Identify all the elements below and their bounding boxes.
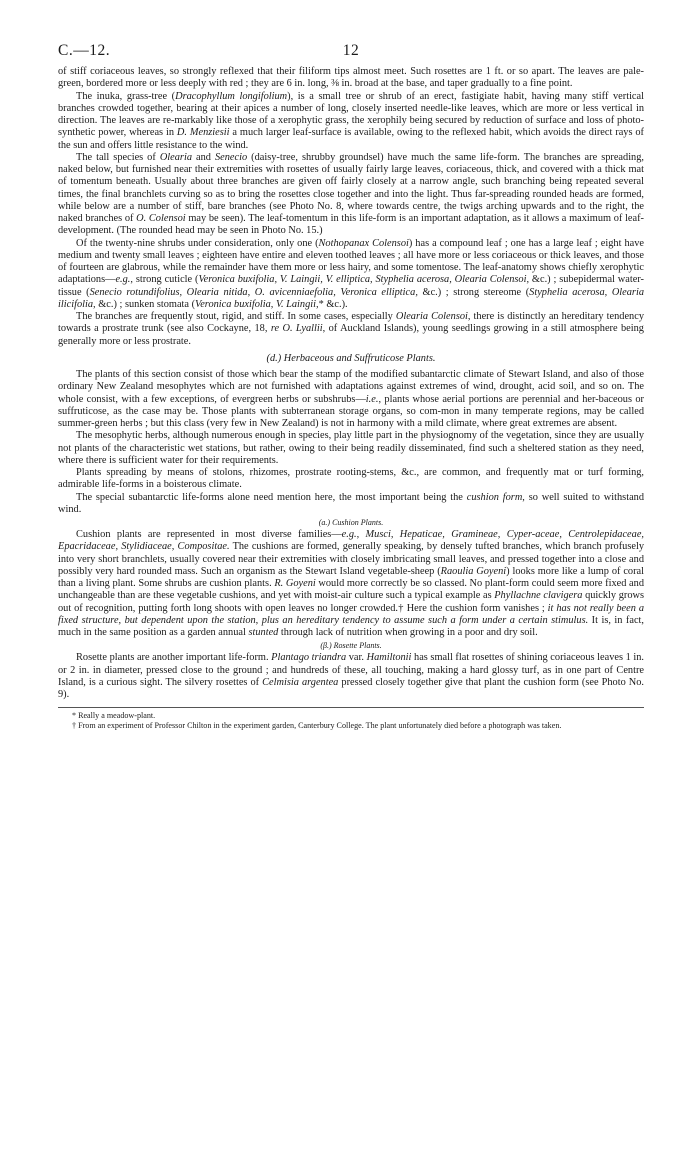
italic-text: Olearia Colensoi — [395, 311, 468, 322]
paragraph: The branches are frequently stout, rigid, and stiff. In some cases, especially Olearia Colensoi, there is distinctly an hereditary tendency towards a prostrate trunk (see also Cockayne, 18, re O. Lyallii, of Auckland Islands), young seedlings growing in a still atmosphere being generally more or less prostrate. — [58, 311, 644, 347]
paragraph: Rosette plants are another important life-form. Plantago triandra var. Hamiltonii has small flat rosettes of shining coriaceous leaves 1 in. or 2 in. in diameter, pressed close to the ground ; and hundreds of these, all touching, making a hard glossy turf, as in one part of Centre Island, is a curious sight. The silvery rosettes of Celmisia argentea pressed closely together give that plant the cushion form (see Photo No. 9). — [58, 652, 645, 701]
document-reference: C.—12. — [58, 42, 111, 59]
italic-text: e.g., Musci, Hepaticae, Gramineae, Cyper-aceae, Centrolepidaceae, Epacridaceae, Stylidiaceae, Compositae. — [58, 529, 644, 553]
italic-text: Styphelia acerosa, Olearia ilicifolia, — [58, 286, 645, 310]
footnotes — [58, 711, 644, 731]
italic-text: Plantago triandra — [271, 652, 347, 664]
italic-text: Olearia — [159, 151, 192, 163]
italic-text: Veronica buxifolia, V. Laingii, V. elliptica, Styphelia acerosa, Olearia Colensoi, — [198, 274, 530, 286]
footnote: * Really a meadow-plant. — [72, 711, 156, 721]
italic-text: Phyllachne clavigera — [494, 590, 583, 602]
italic-text: Nothopanax Colensoi — [318, 237, 409, 249]
paragraph: The plants of this section consist of those which bear the stamp of the modified subantarctic climate of Stewart Island, and also of those ordinary New Zealand mesophytes which are not furnished with adaptations against extremes of wind, drought, acid soil, and so on. The whole consist, with a few exceptions, of evergreen herbs or subshrubs—i.e., plants whose aerial portions are perennial and her-baceous or suffruticose, as the case may be. Those plants with subterranean storage organs, so com-mon in many temperate regions, may be called summer-green herbs ; but this class (very few in New Zealand) is not in harmony with a mild climate, where great extremes are absent. — [58, 369, 644, 430]
paragraph: Plants spreading by means of stolons, rhizomes, prostrate rooting-stems, &c., are common, and frequently mat or turf forming, admirable life-forms in a boisterous climate. — [58, 467, 644, 491]
italic-text: Veronica buxifolia, V. Laingii, — [195, 298, 319, 310]
body-block-2 — [58, 369, 644, 516]
body-block-4 — [58, 652, 644, 701]
italic-text: e.g. — [115, 274, 131, 286]
italic-text: i.e. — [365, 393, 379, 405]
paragraph: Cushion plants are represented in most diverse families—e.g., Musci, Hepaticae, Gramineae, Cyper-aceae, Centrolepidaceae, Epacridaceae, Stylidiaceae, Compositae. The cushions are formed, generally speaking, by densely tufted branches, which branch profusely into very short branchlets, usually covered near their extremities with closely imbricating small leaves, and pressed together into a close and possibly very hard rounded mass. Such an organism as the Stewart Island vegetable-sheep (Raoulia Goyeni) looks more like a lump of coral than a living plant. Some shrubs are cushion plants. R. Goyeni would more correctly be so classed. No plant-form could seem more fixed and unchangeable than are these vegetable cushions, and yet with moist-air culture such a typical example as Phyllachne clavigera quickly grows out of recognition, putting forth long shoots with open leaves no longer crowded.† Here the cushion form vanishes ; it has not really been a fixed structure, but dependent upon the station, plus an hereditary tendency to assume such a form under a certain stimulus. It is, in fact, much in the same position as a garden annual stunted through lack of nutrition when growing in a poor and dry soil. — [58, 529, 645, 639]
italic-text: Dracophyllum longifolium — [175, 90, 288, 102]
italic-text: Senecio — [214, 151, 248, 163]
italic-text: Senecio rotundifolius, Olearia nitida, O. avicenniaefolia, Veronica elliptica, — [89, 286, 418, 298]
footnote-divider — [58, 707, 644, 708]
page-number: 12 — [342, 42, 360, 59]
body-block-1 — [58, 66, 644, 348]
italic-text: stunted — [248, 627, 279, 639]
paragraph: of stiff coriaceous leaves, so strongly reflexed that their filiform tips almost meet. Such rosettes are 1 ft. or so apart. The leaves are pale-green, bordered more or less deeply with red ; they are 6 in. long, ⅜ in. broad at the base, and taper gradually to a fine point. — [58, 66, 644, 90]
italic-text: R. Goyeni — [274, 578, 316, 590]
paragraph: The special subantarctic life-forms alone need mention here, the most important being the cushion form, so well suited to withstand wind. — [58, 491, 645, 515]
section-heading: (d.) Herbaceous and Suffruticose Plants. — [266, 352, 436, 364]
italic-text: re O. Lyallii — [270, 323, 323, 335]
paragraph: The mesophytic herbs, although numerous enough in species, play little part in the physiognomy of the vegetation, since they are usually not plants of the characteristic wet stations, but rather, owing to their being readily disseminated, find such a sheltered station as they need, where there is sufficient water for their requirements. — [58, 430, 644, 466]
page — [58, 42, 644, 731]
paragraph: The inuka, grass-tree (Dracophyllum longifolium), is a small tree or shrub of an erect, fastigiate habit, having many stiff vertical branches crowded together, bearing at their apices a number of long, closely inserted needle-like leaves, which are more or less vertical in direction. The leaves are re-markably like those of a xerophytic grass, the xerophily being secured by reduction of surface and loss of photo-synthetic power, whereas in D. Menziesii a much larger leaf-surface is available, owing to the reflexed habit, which avoids the direct rays of the sun and offers little resistance to the wind. — [58, 90, 645, 151]
footnote: † From an experiment of Professor Chilton in the experiment garden, Canterbury College. The plant unfortunately died before a photograph was taken. — [72, 721, 562, 731]
italic-text: O. Colensoi — [136, 213, 186, 224]
italic-text: Celmisia argentea — [262, 676, 339, 688]
italic-text: D. Menziesii — [176, 127, 230, 139]
body-block-3 — [58, 529, 644, 639]
italic-text: cushion form — [466, 491, 523, 503]
subsection-heading-cushion: (a.) Cushion Plants. — [318, 518, 384, 528]
paragraph: The tall species of Olearia and Senecio (daisy-tree, shrubby groundsel) have much the same life-form. The branches are spreading, naked below, but furnished near their extremities with rosettes of usually fairly large leaves, coriaceous, thick, and covered with a thick mat of tomentum beneath. Usually about three branches are given off fairly closely at a narrow angle, such branching being repeated several times, the final branchlets curving so as to bring the rosettes close together and into the light. Thus far-spreading rounded heads are formed, while below are a number of stiff, bare branches (see Photo No. 8, where towards centre, the twigs arching upwards and to the right, the naked branches of O. Colensoi may be seen). The leaf-tomentum in this life-form is an important adaptation, as it allows a maximum of leaf-development. (The rounded head may be seen in Photo No. 15.) — [58, 151, 644, 237]
italic-text: Hamiltonii — [366, 652, 412, 664]
italic-text: Raoulia Goyeni — [440, 565, 507, 577]
italic-text: it has not really been a fixed structure, but dependent upon the station, plus an hereditary tendency to assume such a form under a certain stimulus. — [58, 602, 644, 626]
fraction: ⅜ — [331, 78, 339, 90]
page-header — [58, 42, 644, 66]
paragraph: Of the twenty-nine shrubs under consideration, only one (Nothopanax Colensoi) has a compound leaf ; one has a large leaf ; eight have medium and twenty small leaves ; eighteen have entire and eleven toothed leaves ; all have more or less coriaceous or thick leaves, and those of fourteen are glabrous, while the remainder have them more or less hairy, and some tomentose. The leaf-anatomy shows chiefly xerophytic adaptations—e.g., strong cuticle (Veronica buxifolia, V. Laingii, V. elliptica, Styphelia acerosa, Olearia Colensoi, &c.) ; subepidermal water-tissue (Senecio rotundifolius, Olearia nitida, O. avicenniaefolia, Veronica elliptica, &c.) ; strong stereome (Styphelia acerosa, Olearia ilicifolia, &c.) ; sunken stomata (Veronica buxifolia, V. Laingii,* &c.). — [58, 237, 645, 310]
subsection-heading-rosette: (β.) Rosette Plants. — [320, 641, 382, 651]
